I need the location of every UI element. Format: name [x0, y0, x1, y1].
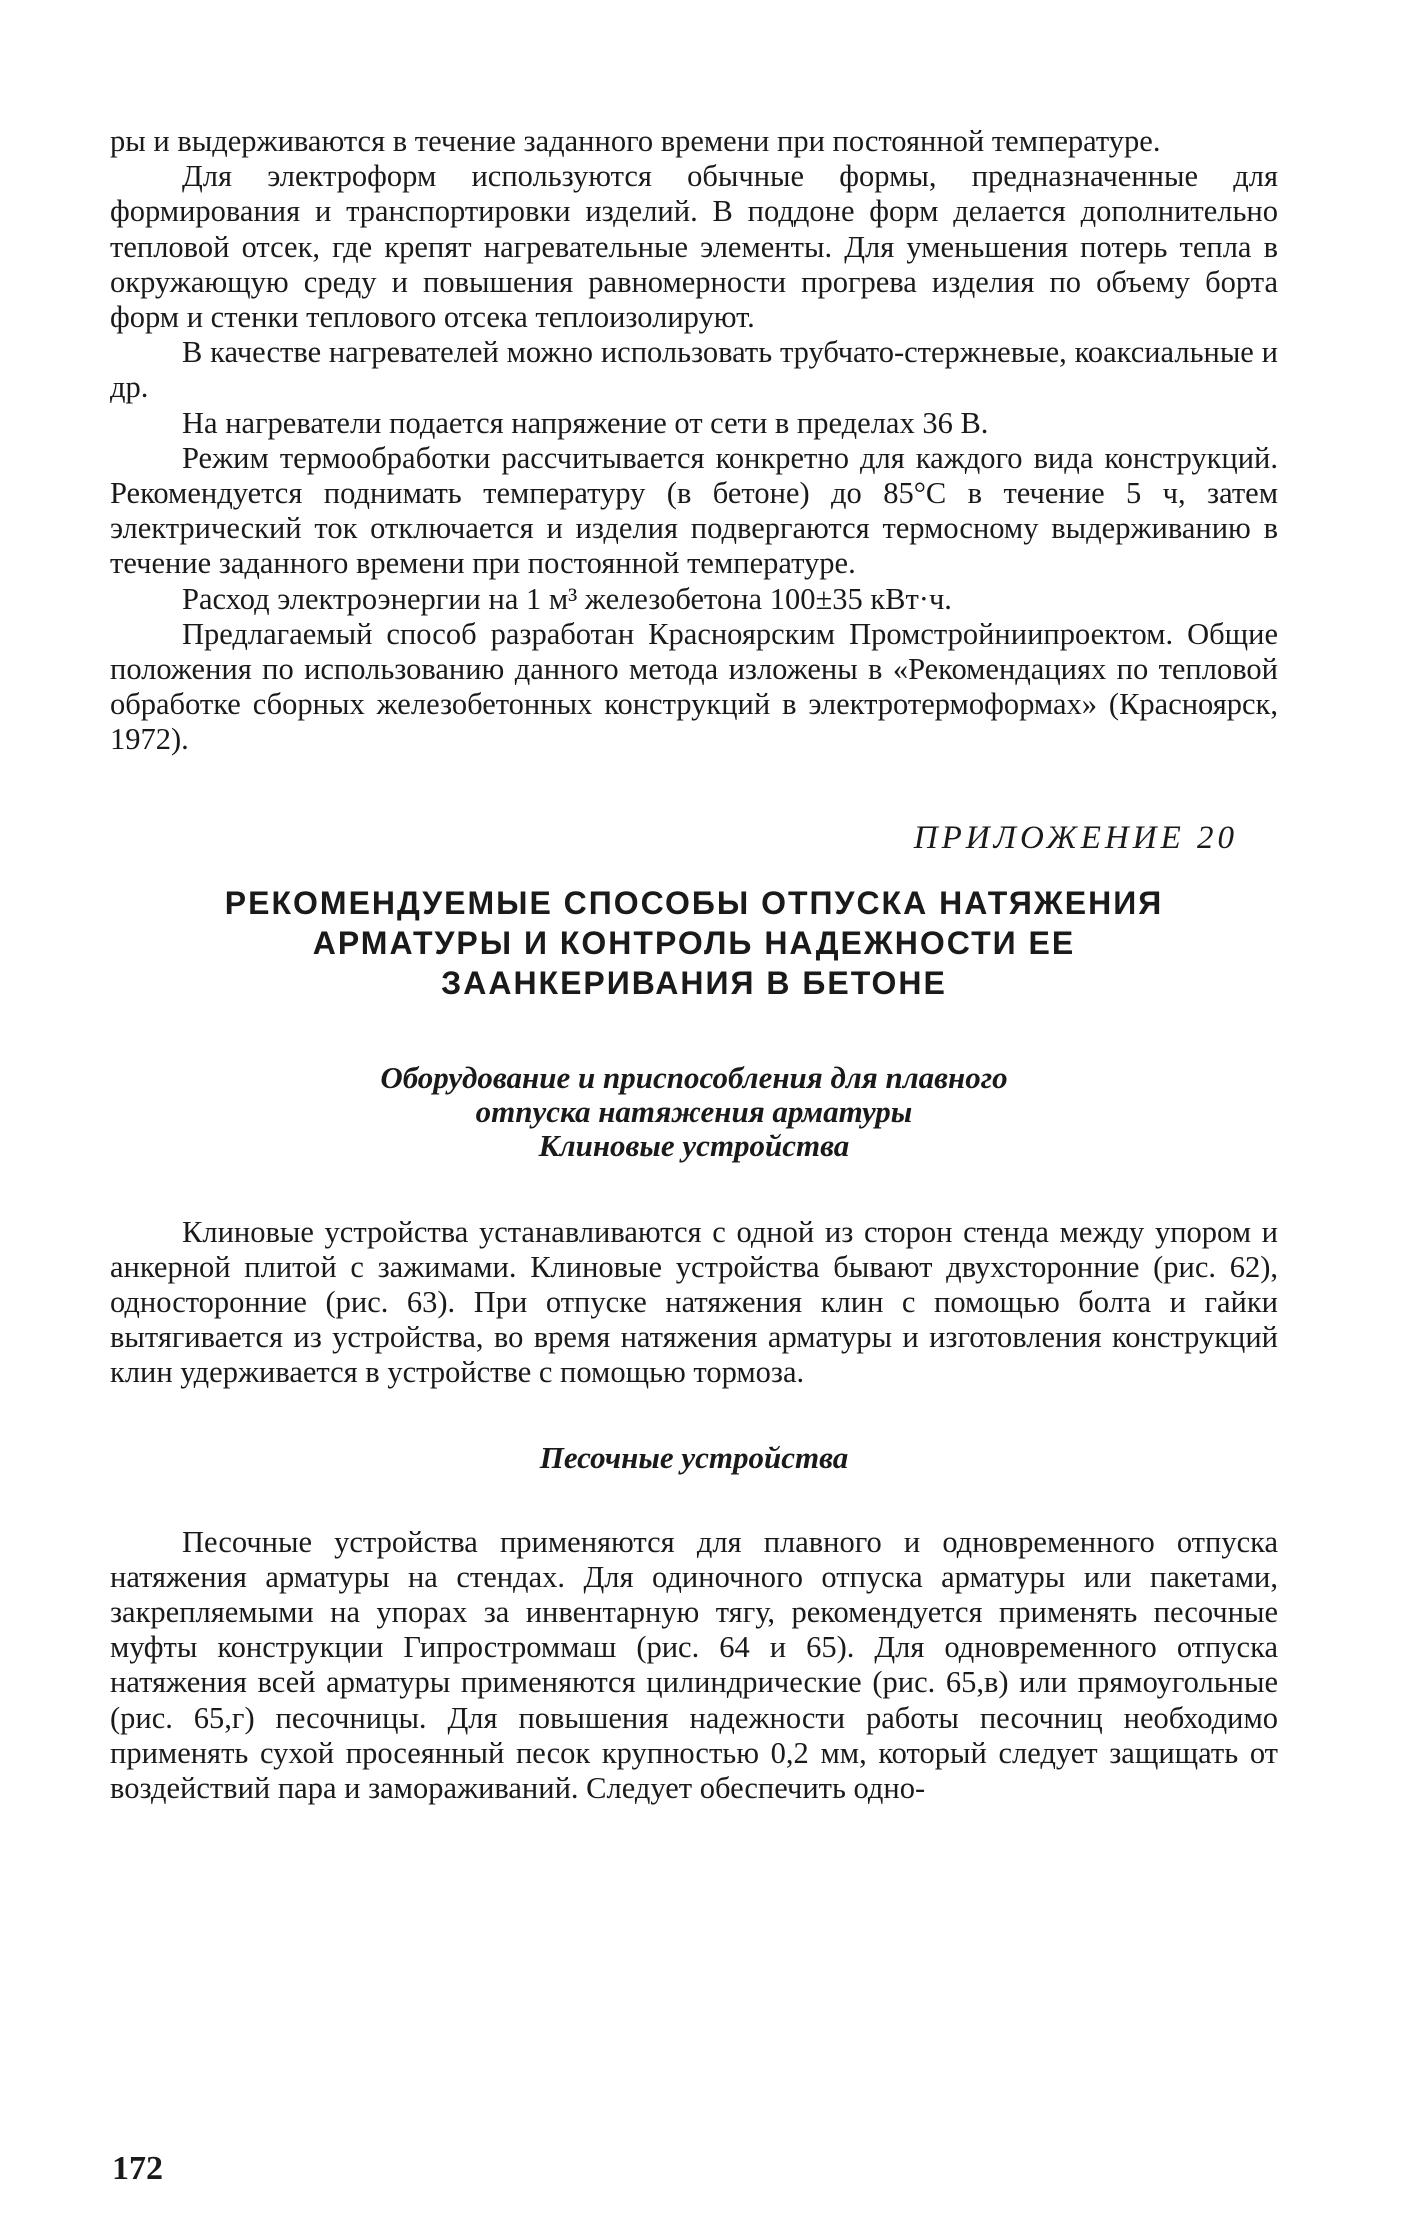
paragraph: ры и выдерживаются в течение заданного времени при постоянной температуре.	[110, 124, 1161, 158]
paragraph: На нагреватели подается напряжение от сети в пределах 36 В.	[182, 405, 989, 440]
appendix-title-line: ЗААНКЕРИВАНИЯ В БЕТОНЕ	[441, 964, 947, 1001]
section-heading-line: отпуска натяжения арматуры	[475, 1093, 913, 1129]
paragraph-wedge: Клиновые устройства устанавливаются с одной из сторон стенда между упором и анкерной плитой с зажимами. Клиновые устройства бывают двухсторонние (рис. 62), односторонние (рис. 63). При отпуске натяжения клин с помощью болта и гайки вытягивается из устройства, во время натяжения арматуры и изготовления конструкций клин удерживается в устройстве с помощью тормоза.	[110, 1214, 1278, 1390]
section-heading-sand: Песочные устройства	[539, 1439, 849, 1475]
page-number: 172	[112, 2150, 163, 2187]
appendix-title-line: АРМАТУРЫ И КОНТРОЛЬ НАДЕЖНОСТИ ЕЕ	[312, 924, 1076, 961]
section-heading-line: Оборудование и приспособления для плавного	[380, 1059, 1008, 1095]
paragraph-sand: Песочные устройства применяются для плавного и одновременного отпуска натяжения арматуры на стендах. Для одиночного отпуска арматуры или пакетами, закрепляемыми на упорах за инвентарную тягу, рекомендуется применять песочные муфты конструкции Гипростроммаш (рис. 64 и 65). Для одновременного отпуска натяжения всей арматуры применяются цилиндрические (рис. 65,в) или прямоугольные (рис. 65,г) песочницы. Для повышения надежности работы песочниц необходимо применять сухой просеянный песок крупностью 0,2 мм, который следует защищать от воздействий пара и замораживаний. Следует обеспечить одно-	[110, 1524, 1278, 1806]
paragraph: В качестве нагревателей можно использовать трубчато-стержневые, коаксиальные и др.	[110, 335, 1278, 405]
paragraph: Предлагаемый способ разработан Красноярским Промстройниипроектом. Общие положения по использованию данного метода изложены в «Рекомендациях по тепловой обработке сборных железобетонных конструкций в электротермоформах» (Красноярск, 1972).	[110, 616, 1278, 757]
paragraph: Расход электроэнергии на 1 м³ железобетона 100±35 кВт·ч.	[182, 581, 952, 616]
section-heading-line: Клиновые устройства	[538, 1127, 850, 1163]
paragraph: Режим термообработки рассчитывается конкретно для каждого вида конструкций. Рекомендуется поднимать температуру (в бетоне) до 85°С в течение 5 ч, затем электрический ток отключается и изделия подвергаются термосному выдерживанию в течение заданного времени при постоянной температуре.	[110, 440, 1278, 581]
section-heading-wedge	[110, 1061, 1278, 1163]
appendix-title-line: РЕКОМЕНДУЕМЫЕ СПОСОБЫ ОТПУСКА НАТЯЖЕНИЯ	[224, 884, 1164, 921]
appendix-title	[110, 883, 1278, 1003]
paragraph: Для электроформ используются обычные формы, предназначенные для формирования и транспортировки изделий. В поддоне форм делается дополнительно тепловой отсек, где крепят нагревательные элементы. Для уменьшения потерь тепла в окружающую среду и повышения равномерности прогрева изделия по объему борта форм и стенки теплового отсека теплоизолируют.	[110, 159, 1278, 335]
page-content	[110, 124, 1278, 1806]
appendix-label: ПРИЛОЖЕНИЕ 20	[913, 819, 1238, 856]
